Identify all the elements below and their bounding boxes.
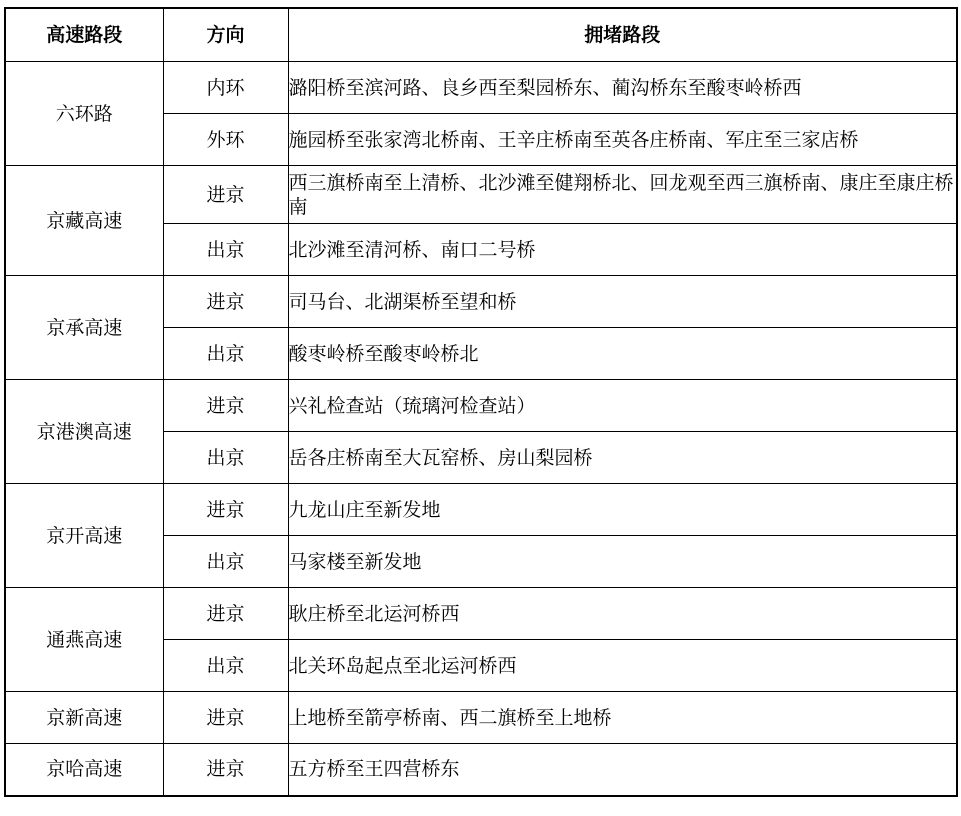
direction-cell: 外环 (163, 114, 288, 166)
segment-cell: 马家楼至新发地 (288, 536, 957, 588)
road-name: 京开高速 (5, 484, 163, 588)
road-name: 通燕高速 (5, 588, 163, 692)
segment-cell: 酸枣岭桥至酸枣岭桥北 (288, 328, 957, 380)
table-row (5, 588, 957, 640)
direction-cell: 进京 (163, 166, 288, 224)
direction-cell: 出京 (163, 328, 288, 380)
segment-cell: 耿庄桥至北运河桥西 (288, 588, 957, 640)
direction-cell: 出京 (163, 536, 288, 588)
direction-cell: 进京 (163, 692, 288, 744)
road-name: 京承高速 (5, 276, 163, 380)
road-name: 京哈高速 (5, 744, 163, 796)
segment-cell: 施园桥至张家湾北桥南、王辛庄桥南至英各庄桥南、军庄至三家店桥 (288, 114, 957, 166)
table-row (5, 692, 957, 744)
segment-cell: 五方桥至王四营桥东 (288, 744, 957, 796)
segment-cell: 上地桥至箭亭桥南、西二旗桥至上地桥 (288, 692, 957, 744)
road-name: 京新高速 (5, 692, 163, 744)
segment-cell: 西三旗桥南至上清桥、北沙滩至健翔桥北、回龙观至西三旗桥南、康庄至康庄桥南 (288, 166, 957, 224)
direction-cell: 进京 (163, 380, 288, 432)
segment-cell: 北沙滩至清河桥、南口二号桥 (288, 224, 957, 276)
table-container (4, 7, 958, 797)
table-row (5, 276, 957, 328)
header-segment: 拥堵路段 (288, 8, 957, 62)
road-name: 六环路 (5, 62, 163, 166)
direction-cell: 出京 (163, 640, 288, 692)
direction-cell: 进京 (163, 276, 288, 328)
table-header-row (5, 8, 957, 62)
table-row (5, 62, 957, 114)
table-row (5, 380, 957, 432)
table-row (5, 166, 957, 224)
congestion-table (4, 7, 958, 797)
road-name: 京藏高速 (5, 166, 163, 276)
table-row (5, 484, 957, 536)
segment-cell: 岳各庄桥南至大瓦窑桥、房山梨园桥 (288, 432, 957, 484)
road-name: 京港澳高速 (5, 380, 163, 484)
segment-cell: 兴礼检查站（琉璃河检查站） (288, 380, 957, 432)
segment-cell: 司马台、北湖渠桥至望和桥 (288, 276, 957, 328)
header-road: 高速路段 (5, 8, 163, 62)
direction-cell: 进京 (163, 484, 288, 536)
direction-cell: 内环 (163, 62, 288, 114)
segment-cell: 北关环岛起点至北运河桥西 (288, 640, 957, 692)
segment-cell: 潞阳桥至滨河路、良乡西至梨园桥东、蔺沟桥东至酸枣岭桥西 (288, 62, 957, 114)
direction-cell: 出京 (163, 432, 288, 484)
segment-cell: 九龙山庄至新发地 (288, 484, 957, 536)
direction-cell: 进京 (163, 744, 288, 796)
direction-cell: 进京 (163, 588, 288, 640)
direction-cell: 出京 (163, 224, 288, 276)
header-direction: 方向 (163, 8, 288, 62)
table-row (5, 744, 957, 796)
